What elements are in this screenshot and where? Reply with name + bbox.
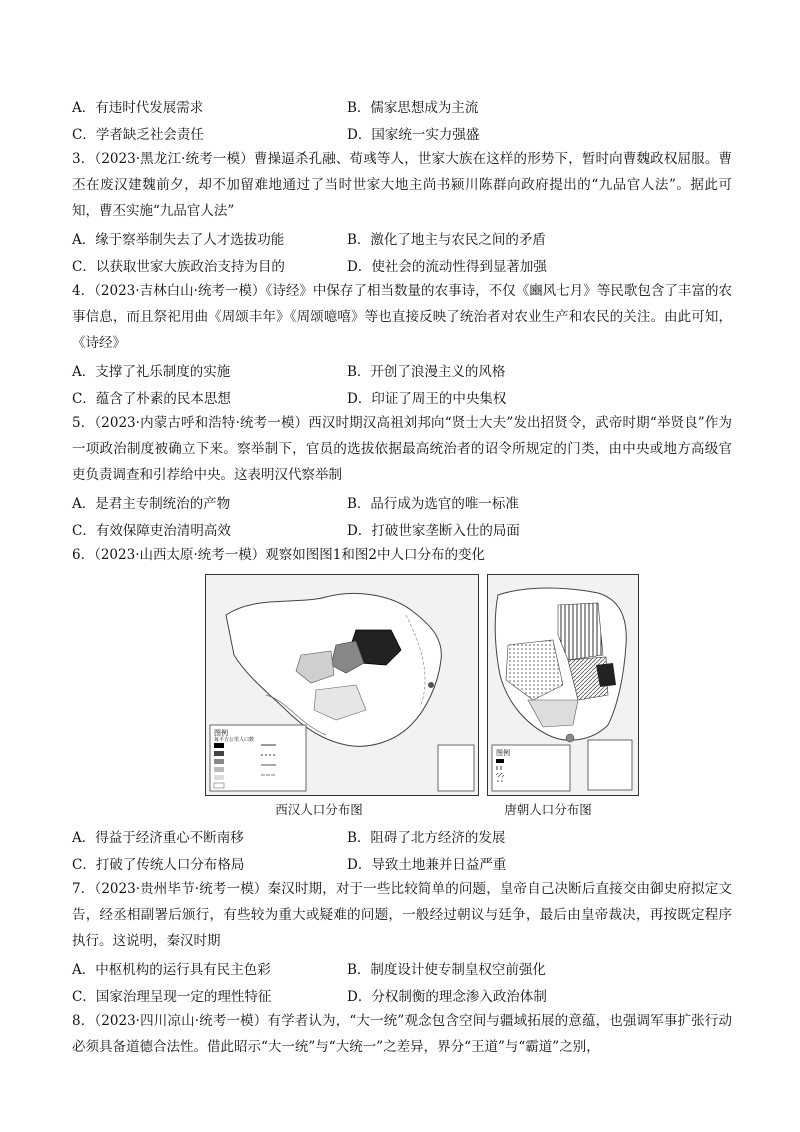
q3-options-row-1 xyxy=(72,224,732,251)
q3-option-c[interactable]: C．以获取世家大族政治支持为目的 xyxy=(72,258,285,275)
q6-option-b[interactable]: B．阻碍了北方经济的发展 xyxy=(347,829,506,846)
q3-option-d[interactable]: D．使社会的流动性得到显著加强 xyxy=(347,258,547,275)
q5-option-d[interactable]: D．打破世家垄断入仕的局面 xyxy=(347,522,520,539)
q6-stem: 6．（2023·山西太原·统考一模）观察如图图1和图2中人口分布的变化 xyxy=(72,547,485,563)
q2-options-row-1 xyxy=(72,92,732,119)
q4-option-a[interactable]: A．支撑了礼乐制度的实施 xyxy=(72,363,231,380)
q7-option-d[interactable]: D．分权制衡的理念渗入政治体制 xyxy=(347,988,547,1005)
q2-options-row-2 xyxy=(72,119,732,146)
q6-maps xyxy=(112,574,732,796)
q6-options-row-2 xyxy=(72,849,732,876)
q4-stem: 4．（2023·吉林白山·统考一模）《诗经》中保存了相当数量的农事诗，不仅《豳风七月》等民歌包含了丰富的农事信息，而且祭祀用曲《周颂丰年》《周颂噫嘻》等也直接反映了统治者对农业生产和农民的关注。由此可知，《诗经》 xyxy=(72,283,732,351)
q4-options-row-1 xyxy=(72,356,732,383)
map1-caption: 西汉人口分布图 xyxy=(275,802,363,817)
q4-options-row-2 xyxy=(72,383,732,410)
q7-option-a[interactable]: A．中枢机构的运行具有民主色彩 xyxy=(72,961,271,978)
q3-options-row-2 xyxy=(72,251,732,278)
q7-option-c[interactable]: C．国家治理呈现一定的理性特征 xyxy=(72,988,272,1005)
map2-caption: 唐朝人口分布图 xyxy=(504,802,592,817)
q5-stem: 5．（2023·内蒙古呼和浩特·统考一模）西汉时期汉高祖刘邦向“贤士大夫”发出招贤令，武帝时期“举贤良”作为一项政治制度被确立下来。察举制下，官员的选拔依据最高统治者的诏令所规定的门类，由中央或地方高级官吏负责调查和引荐给中央。这表明汉代察举制 xyxy=(72,415,732,483)
q6-option-a[interactable]: A．得益于经济重心不断南移 xyxy=(72,829,244,846)
q4-option-d[interactable]: D．印证了周王的中央集权 xyxy=(347,390,507,407)
q5-options-row-1 xyxy=(72,488,732,515)
q3-option-a[interactable]: A．缘于察举制失去了人才选拔功能 xyxy=(72,231,285,248)
map2-legend-title: 图例 xyxy=(496,749,510,757)
q6-option-c[interactable]: C．打破了传统人口分布格局 xyxy=(72,856,245,873)
map1-legend-title: 图例 xyxy=(214,729,228,737)
q7-option-b[interactable]: B．制度设计使专制皇权空前强化 xyxy=(347,961,546,978)
map1-legend-sub: 每平方公里人口数 xyxy=(214,737,255,743)
q7-options-row-2 xyxy=(72,981,732,1008)
q6-map-captions xyxy=(190,796,732,822)
q6-options-row-1 xyxy=(72,822,732,849)
q4-option-b[interactable]: B．开创了浪漫主义的风格 xyxy=(347,363,506,380)
q6-option-d[interactable]: D．导致土地兼并日益严重 xyxy=(347,856,507,873)
western-han-map-drawing xyxy=(206,575,478,795)
q2-option-c[interactable]: C．学者缺乏社会责任 xyxy=(72,126,204,143)
exam-page xyxy=(72,92,732,1060)
q2-option-d[interactable]: D．国家统一实力强盛 xyxy=(347,126,480,143)
q3-stem: 3．（2023·黑龙江·统考一模）曹操逼杀孔融、荀彧等人，世家大族在这样的形势下，暂时向曹魏政权屈服。曹丕在废汉建魏前夕，却不加留难地通过了当时世家大地主尚书颍川陈群向政府提出的“九品官人法”。据此可知，曹丕实施“九品官人法” xyxy=(72,151,732,219)
q5-option-b[interactable]: B．品行成为选官的唯一标准 xyxy=(347,495,519,512)
q8-stem: 8．（2023·四川凉山·统考一模）有学者认为，“大一统”观念包含空间与疆域拓展的意蕴，也强调军事扩张行动必须具备道德合法性。借此昭示“大一统”与“大统一”之差异，界分“王道”与“霸道”之别， xyxy=(72,1013,732,1055)
q4-option-c[interactable]: C．蕴含了朴素的民本思想 xyxy=(72,390,231,407)
q5-options-row-2 xyxy=(72,515,732,542)
q2-option-b[interactable]: B．儒家思想成为主流 xyxy=(347,99,479,116)
q3-option-b[interactable]: B．激化了地主与农民之间的矛盾 xyxy=(347,231,546,248)
tang-population-map xyxy=(487,574,639,796)
q5-option-c[interactable]: C．有效保障吏治清明高效 xyxy=(72,522,231,539)
q5-option-a[interactable]: A．是君主专制统治的产物 xyxy=(72,495,231,512)
q7-stem: 7．（2023·贵州毕节·统考一模）秦汉时期，对于一些比较简单的问题，皇帝自己决断后直接交由御史府拟定文告，经丞相副署后颁行，有些较为重大或疑难的问题，一般经过朝议与廷争，最后由皇帝裁决，再按既定程序执行。这说明，秦汉时期 xyxy=(72,881,732,949)
western-han-population-map xyxy=(205,574,479,796)
q2-option-a[interactable]: A．有违时代发展需求 xyxy=(72,99,204,116)
tang-map-drawing xyxy=(488,575,638,795)
q7-options-row-1 xyxy=(72,954,732,981)
